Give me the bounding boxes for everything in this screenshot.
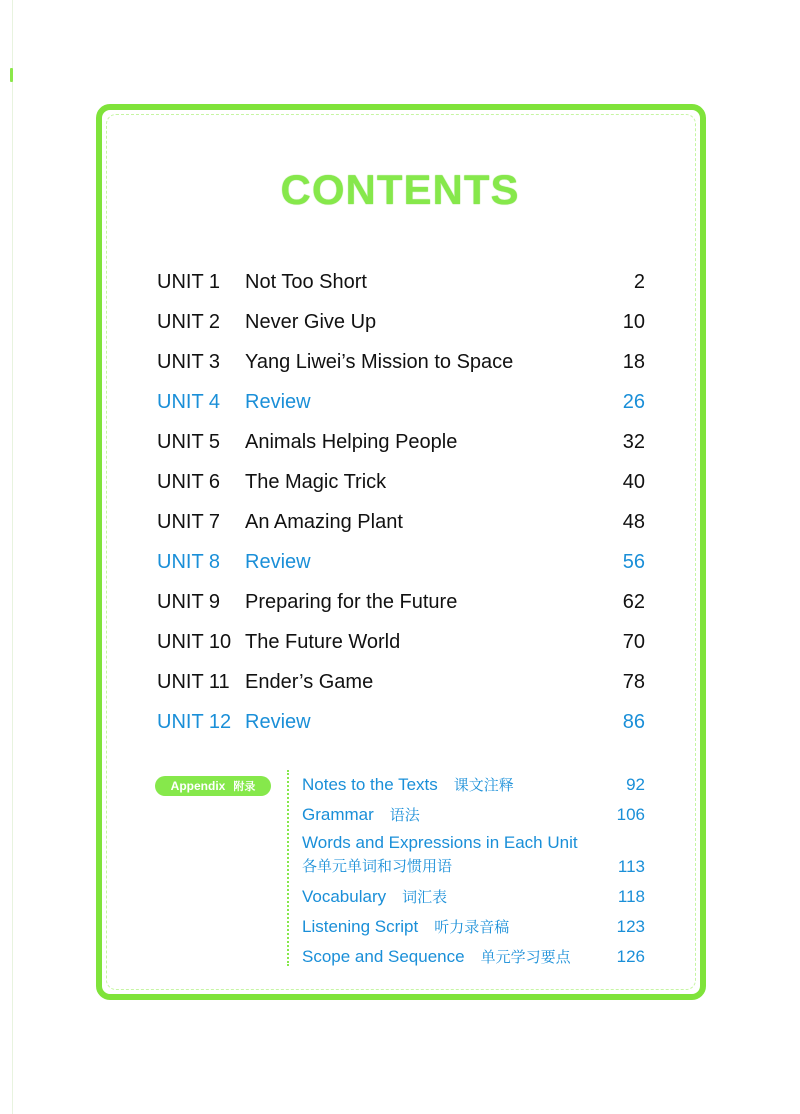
page-number: 18 <box>622 351 645 373</box>
toc-row-unit-10[interactable] <box>157 622 645 662</box>
page-number: 2 <box>633 271 645 293</box>
page-number: 113 <box>617 857 645 876</box>
unit-title: Not Too Short <box>245 271 367 293</box>
appendix-item-cn: 词汇表 <box>402 889 448 906</box>
appendix-label: Appendix <box>170 779 226 793</box>
unit-title: An Amazing Plant <box>245 511 403 533</box>
appendix-item-listening[interactable] <box>302 912 645 942</box>
toc-row-unit-2[interactable] <box>157 302 645 342</box>
toc-row-unit-6[interactable] <box>157 462 645 502</box>
unit-number: UNIT 6 <box>157 471 220 493</box>
unit-number: UNIT 8 <box>157 551 220 573</box>
page-number: 70 <box>622 631 645 653</box>
appendix-item-en: Vocabulary <box>302 887 387 906</box>
appendix-item-cn: 听力录音稿 <box>434 919 510 936</box>
toc-row-unit-5[interactable] <box>157 422 645 462</box>
unit-title: Yang Liwei’s Mission to Space <box>245 351 514 373</box>
page-number: 32 <box>622 431 645 453</box>
unit-number: UNIT 10 <box>157 631 232 653</box>
toc-row-unit-9[interactable] <box>157 582 645 622</box>
unit-title: Review <box>245 391 311 413</box>
page-number: 40 <box>622 471 645 493</box>
page-number: 56 <box>622 551 645 573</box>
unit-title: Ender’s Game <box>245 671 374 693</box>
appendix-dotted-divider <box>287 770 289 966</box>
unit-title: Review <box>245 551 311 573</box>
appendix-badge <box>155 776 271 796</box>
toc-row-unit-7[interactable] <box>157 502 645 542</box>
toc-row-unit-8[interactable] <box>157 542 645 582</box>
unit-title: Preparing for the Future <box>245 591 458 613</box>
appendix-item-cn: 语法 <box>389 807 420 824</box>
page-number: 92 <box>626 775 645 794</box>
page-number: 126 <box>616 947 645 966</box>
unit-title: Review <box>245 711 311 733</box>
unit-title: The Magic Trick <box>245 471 387 493</box>
page-number: 10 <box>622 311 645 333</box>
unit-number: UNIT 1 <box>157 271 220 293</box>
unit-number: UNIT 5 <box>157 431 220 453</box>
appendix-item-words[interactable] <box>302 830 645 882</box>
appendix-item-cn: 课文注释 <box>453 777 514 794</box>
page-number: 26 <box>622 391 645 413</box>
appendix-item-scope[interactable] <box>302 942 645 972</box>
appendix-item-cn: 单元学习要点 <box>480 949 571 966</box>
toc-row-unit-12[interactable] <box>157 702 645 742</box>
unit-number: UNIT 2 <box>157 311 220 333</box>
appendix-item-vocabulary[interactable] <box>302 882 645 912</box>
appendix-item-cn: 各单元单词和习惯用语 <box>302 858 453 875</box>
toc-row-unit-1[interactable] <box>157 262 645 302</box>
unit-number: UNIT 11 <box>157 671 230 693</box>
appendix-item-grammar[interactable] <box>302 800 645 830</box>
toc-row-unit-4[interactable] <box>157 382 645 422</box>
page-number: 123 <box>616 917 645 936</box>
appendix-item-en: Scope and Sequence <box>302 947 465 966</box>
unit-number: UNIT 7 <box>157 511 220 533</box>
appendix-item-notes[interactable] <box>302 770 645 800</box>
unit-title: The Future World <box>245 631 401 653</box>
page-number: 48 <box>622 511 645 533</box>
page-number: 118 <box>617 887 645 906</box>
unit-number: UNIT 12 <box>157 711 232 733</box>
unit-title: Animals Helping People <box>245 431 458 453</box>
unit-number: UNIT 9 <box>157 591 220 613</box>
page-number: 106 <box>616 805 645 824</box>
page-title: CONTENTS <box>280 166 520 213</box>
appendix-item-en: Notes to the Texts <box>302 775 438 794</box>
page-number: 62 <box>622 591 645 613</box>
page-edge-mark <box>10 68 13 82</box>
page-number: 78 <box>622 671 645 693</box>
toc-row-unit-11[interactable] <box>157 662 645 702</box>
page-number: 86 <box>622 711 645 733</box>
appendix-list <box>302 770 645 972</box>
unit-number: UNIT 3 <box>157 351 220 373</box>
appendix-item-en: Listening Script <box>302 917 419 936</box>
unit-title: Never Give Up <box>245 311 377 333</box>
unit-number: UNIT 4 <box>157 391 220 413</box>
appendix-item-en: Words and Expressions in Each Unit <box>302 833 578 852</box>
toc-row-unit-3[interactable] <box>157 342 645 382</box>
appendix-label-cn: 附录 <box>233 781 256 793</box>
appendix-item-en: Grammar <box>302 805 374 824</box>
unit-list <box>157 262 645 742</box>
